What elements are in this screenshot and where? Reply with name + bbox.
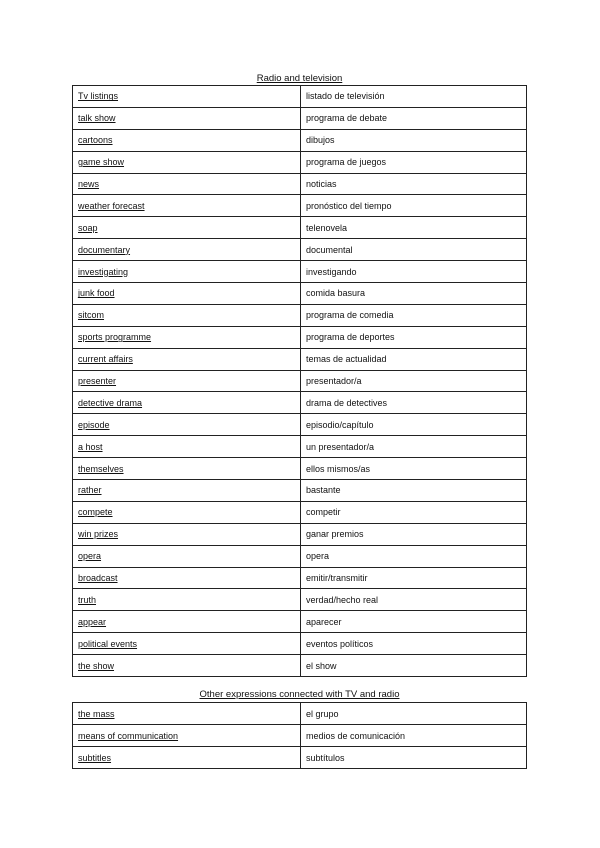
spanish-translation: el show [301, 655, 527, 677]
english-term: presenter [73, 370, 301, 392]
spanish-translation: programa de deportes [301, 326, 527, 348]
spanish-translation: programa de debate [301, 107, 527, 129]
table-row [73, 414, 527, 436]
table-row [73, 747, 527, 769]
english-term: sports programme [73, 326, 301, 348]
spanish-translation: ganar premios [301, 523, 527, 545]
table-row [73, 501, 527, 523]
vocabulary-table-radio-television [72, 85, 527, 677]
english-term: broadcast [73, 567, 301, 589]
english-term: junk food [73, 283, 301, 305]
english-term: political events [73, 633, 301, 655]
spanish-translation: aparecer [301, 611, 527, 633]
table-row [73, 523, 527, 545]
section-title-radio-television: Radio and television [256, 73, 343, 84]
spanish-translation: medios de comunicación [301, 725, 527, 747]
english-term: weather forecast [73, 195, 301, 217]
spanish-translation: pronóstico del tiempo [301, 195, 527, 217]
table-row [73, 326, 527, 348]
spanish-translation: competir [301, 501, 527, 523]
spanish-translation: el grupo [301, 703, 527, 725]
english-term: talk show [73, 107, 301, 129]
english-term: Tv listings [73, 86, 301, 108]
table-row [73, 633, 527, 655]
table-row [73, 703, 527, 725]
spanish-translation: opera [301, 545, 527, 567]
english-term: the show [73, 655, 301, 677]
table-row [73, 348, 527, 370]
table-row [73, 217, 527, 239]
english-term: truth [73, 589, 301, 611]
table-row [73, 392, 527, 414]
vocabulary-table-other-expressions [72, 702, 527, 769]
english-term: game show [73, 151, 301, 173]
english-term: documentary [73, 239, 301, 261]
english-term: opera [73, 545, 301, 567]
english-term: news [73, 173, 301, 195]
english-term: means of communication [73, 725, 301, 747]
spanish-translation: drama de detectives [301, 392, 527, 414]
spanish-translation: bastante [301, 480, 527, 502]
table-row [73, 458, 527, 480]
table-row [73, 436, 527, 458]
spanish-translation: telenovela [301, 217, 527, 239]
english-term: rather [73, 480, 301, 502]
spanish-translation: comida basura [301, 283, 527, 305]
spanish-translation: noticias [301, 173, 527, 195]
table-row [73, 261, 527, 283]
table-row [73, 151, 527, 173]
english-term: episode [73, 414, 301, 436]
spanish-translation: listado de televisión [301, 86, 527, 108]
english-term: subtitles [73, 747, 301, 769]
table-row [73, 480, 527, 502]
english-term: themselves [73, 458, 301, 480]
table-row [73, 545, 527, 567]
spanish-translation: dibujos [301, 129, 527, 151]
table-row [73, 725, 527, 747]
spanish-translation: documental [301, 239, 527, 261]
english-term: investigating [73, 261, 301, 283]
english-term: soap [73, 217, 301, 239]
english-term: appear [73, 611, 301, 633]
english-term: current affairs [73, 348, 301, 370]
spanish-translation: un presentador/a [301, 436, 527, 458]
english-term: compete [73, 501, 301, 523]
table-row [73, 283, 527, 305]
spanish-translation: emitir/transmitir [301, 567, 527, 589]
spanish-translation: subtítulos [301, 747, 527, 769]
table-row [73, 611, 527, 633]
spanish-translation: eventos políticos [301, 633, 527, 655]
table-row [73, 304, 527, 326]
table-row [73, 107, 527, 129]
english-term: detective drama [73, 392, 301, 414]
spanish-translation: episodio/capítulo [301, 414, 527, 436]
english-term: sitcom [73, 304, 301, 326]
english-term: win prizes [73, 523, 301, 545]
table-row [73, 86, 527, 108]
table-row [73, 173, 527, 195]
table-row [73, 567, 527, 589]
spanish-translation: programa de juegos [301, 151, 527, 173]
spanish-translation: programa de comedia [301, 304, 527, 326]
section-title-other-expressions: Other expressions connected with TV and radio [199, 689, 400, 700]
table-row [73, 239, 527, 261]
table-row [73, 195, 527, 217]
spanish-translation: verdad/hecho real [301, 589, 527, 611]
spanish-translation: ellos mismos/as [301, 458, 527, 480]
spanish-translation: presentador/a [301, 370, 527, 392]
spanish-translation: temas de actualidad [301, 348, 527, 370]
table-row [73, 589, 527, 611]
spanish-translation: investigando [301, 261, 527, 283]
english-term: cartoons [73, 129, 301, 151]
english-term: the mass [73, 703, 301, 725]
table-row [73, 370, 527, 392]
english-term: a host [73, 436, 301, 458]
table-row [73, 129, 527, 151]
table-row [73, 655, 527, 677]
